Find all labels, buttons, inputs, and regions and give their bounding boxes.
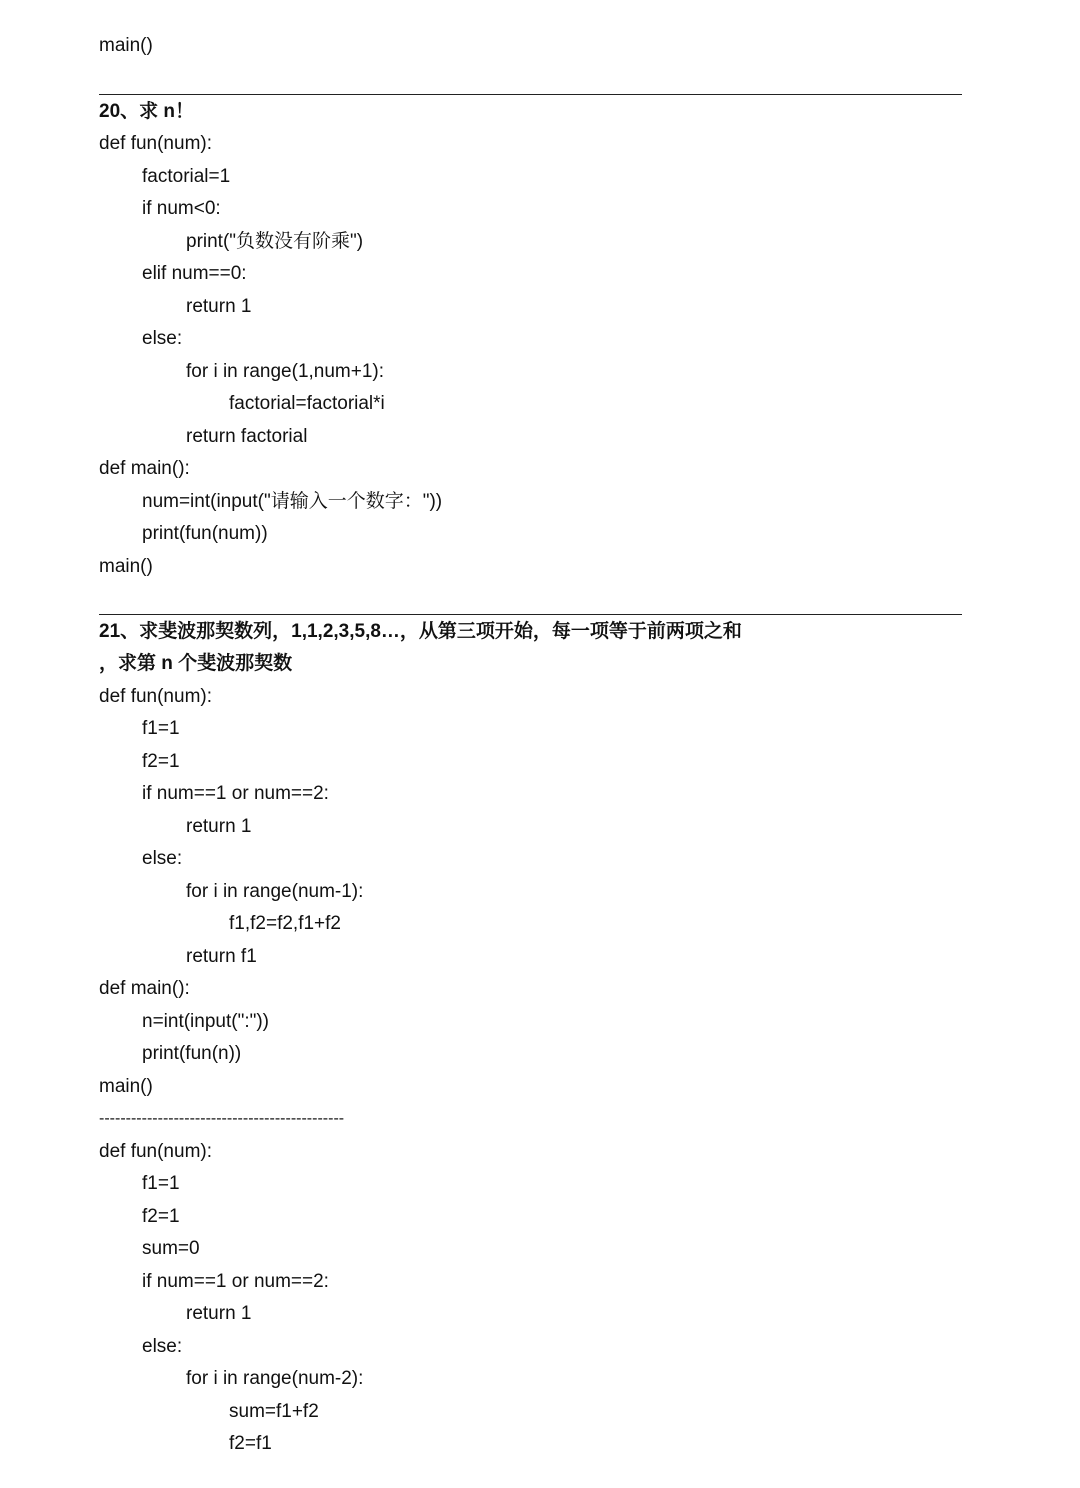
question-20-title: 20、求 n！: [99, 101, 195, 122]
code-line: print(fun(n)): [142, 1043, 242, 1064]
code-line: return 1: [186, 296, 252, 317]
code-line: else:: [142, 1336, 183, 1357]
code-line: n=int(input(":")): [142, 1011, 270, 1032]
code-line: f2=1: [142, 1206, 180, 1227]
code-line: f1=1: [142, 718, 180, 739]
code-line: factorial=1: [142, 166, 231, 187]
code-line: if num==1 or num==2:: [142, 783, 329, 804]
code-line: main(): [99, 1076, 153, 1097]
section-divider: [99, 94, 962, 95]
question-21-title: 21、求斐波那契数列，1,1,2,3,5,8…，从第三项开始，每一项等于前两项之和: [99, 621, 742, 642]
code-line: for i in range(1,num+1):: [186, 361, 385, 382]
code-line: f1,f2=f2,f1+f2: [229, 913, 341, 934]
code-line: for i in range(num-2):: [186, 1368, 364, 1389]
code-line: def main():: [99, 458, 190, 479]
code-line: def fun(num):: [99, 686, 212, 707]
code-line: sum=0: [142, 1238, 200, 1259]
code-line: else:: [142, 848, 183, 869]
code-line: def fun(num):: [99, 1141, 212, 1162]
code-line: print("负数没有阶乘"): [186, 231, 364, 252]
code-line: f2=1: [142, 751, 180, 772]
code-line: f2=f1: [229, 1433, 272, 1454]
code-line: main(): [99, 35, 153, 56]
dashed-separator: ----------------------------------------------: [99, 1110, 345, 1127]
code-line: main(): [99, 556, 153, 577]
question-21-title-cont: ，求第 n 个斐波那契数: [99, 653, 293, 674]
code-line: if num<0:: [142, 198, 221, 219]
code-line: print(fun(num)): [142, 523, 268, 544]
code-line: elif num==0:: [142, 263, 247, 284]
code-line: for i in range(num-1):: [186, 881, 364, 902]
code-line: def fun(num):: [99, 133, 212, 154]
code-line: sum=f1+f2: [229, 1401, 319, 1422]
code-line: def main():: [99, 978, 190, 999]
section-divider: [99, 614, 962, 615]
code-line: if num==1 or num==2:: [142, 1271, 329, 1292]
code-line: return f1: [186, 946, 257, 967]
code-line: return factorial: [186, 426, 308, 447]
code-line: return 1: [186, 816, 252, 837]
code-line: f1=1: [142, 1173, 180, 1194]
code-line: else:: [142, 328, 183, 349]
code-line: factorial=factorial*i: [229, 393, 385, 414]
code-line: num=int(input("请输入一个数字：")): [142, 491, 443, 512]
code-line: return 1: [186, 1303, 252, 1324]
